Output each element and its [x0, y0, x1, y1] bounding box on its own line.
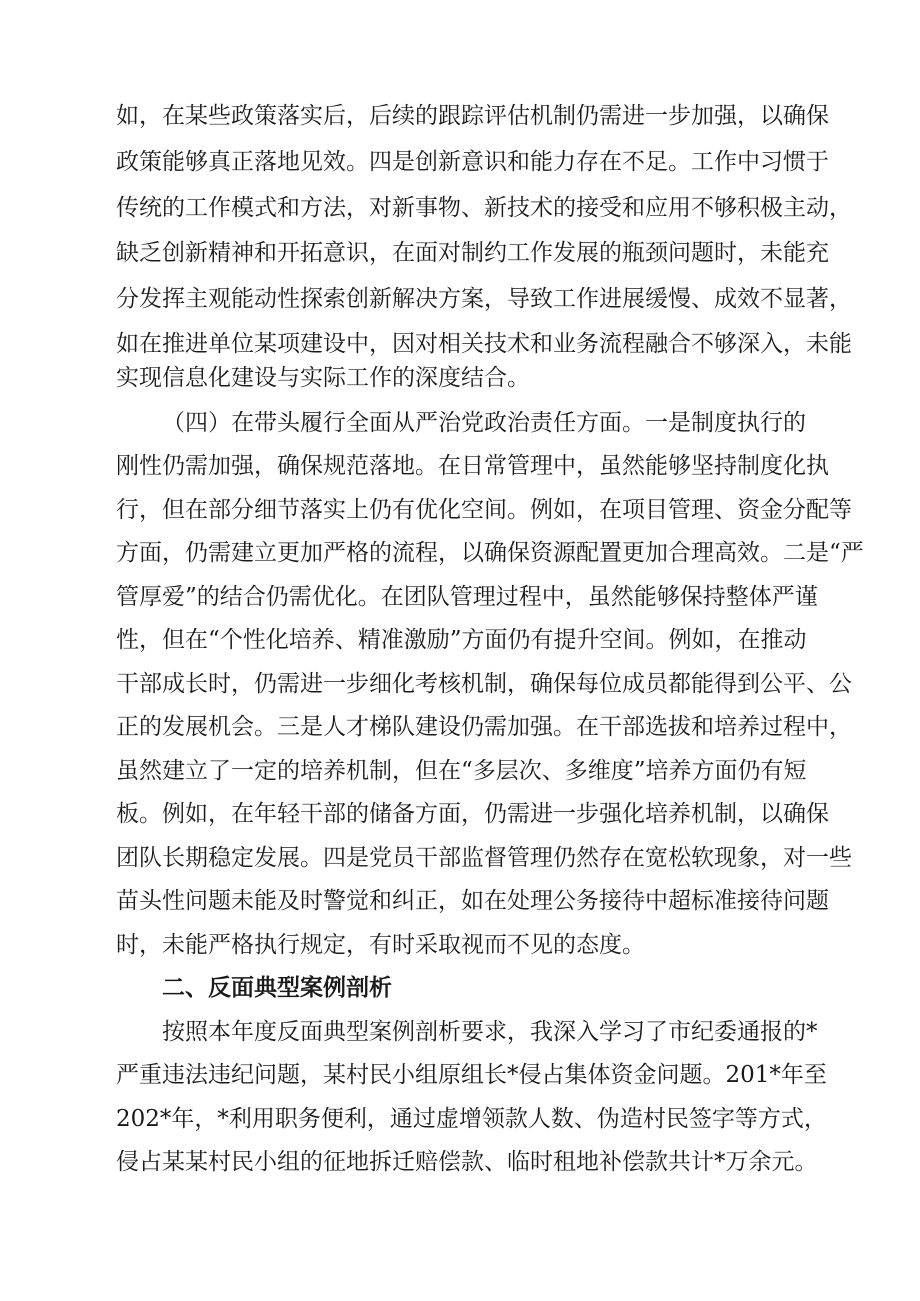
paragraph-2-line: 时，未能严格执行规定，有时采取视而不见的态度。: [116, 932, 645, 958]
paragraph-2-line: （四）在带头履行全面从严治党政治责任方面。一是制度执行的: [162, 410, 806, 436]
paragraph-3-line: 严重违法违纪问题，某村民小组原组长*侵占集体资金问题。201*年至: [116, 1062, 827, 1088]
paragraph-1-line: 分发挥主观能动性探索创新解决方案，导致工作进展缓慢、成效不显著，: [116, 286, 852, 312]
paragraph-2-line: 性，但在“个性化培养、精准激励”方面仍有提升空间。例如，在推动: [116, 627, 807, 653]
paragraph-2-line: 行，但在部分细节落实上仍有优化空间。例如，在项目管理、资金分配等: [116, 497, 852, 523]
paragraph-3-line: 按照本年度反面典型案例剖析要求，我深入学习了市纪委通报的*: [162, 1019, 818, 1045]
paragraph-3-line: 202*年，*利用职务便利，通过虚增领款人数、伪造村民签字等方式，: [116, 1106, 827, 1132]
paragraph-3-line: 侵占某某村民小组的征地拆迁赔偿款、临时租地补偿款共计*万余元。: [116, 1149, 818, 1175]
paragraph-1-line: 缺乏创新精神和开拓意识，在面对制约工作发展的瓶颈问题时，未能充: [116, 240, 829, 266]
paragraph-2-line: 虽然建立了一定的培养机制，但在“多层次、多维度”培养方面仍有短: [116, 758, 807, 784]
paragraph-1-line: 实现信息化建设与实际工作的深度结合。: [116, 365, 530, 391]
paragraph-2-line: 刚性仍需加强，确保规范落地。在日常管理中，虽然能够坚持制度化执: [116, 453, 829, 479]
paragraph-2-line: 管厚爱”的结合仍需优化。在团队管理过程中，虽然能够保持整体严谨: [116, 584, 818, 610]
paragraph-2-line: 团队长期稳定发展。四是党员干部监督管理仍然存在宽松软现象，对一些: [116, 845, 852, 871]
paragraph-2-line: 正的发展机会。三是人才梯队建设仍需加强。在干部选拔和培养过程中，: [116, 714, 852, 740]
paragraph-2-line: 板。例如，在年轻干部的储备方面，仍需进一步强化培养机制，以确保: [116, 801, 829, 827]
section-heading: 二、反面典型案例剖析: [162, 975, 392, 1001]
paragraph-1-line: 传统的工作模式和方法，对新事物、新技术的接受和应用不够积极主动，: [116, 195, 852, 221]
paragraph-2-line: 苗头性问题未能及时警觉和纠正，如在处理公务接待中超标准接待问题: [116, 888, 829, 914]
paragraph-2-line: 干部成长时，仍需进一步细化考核机制，确保每位成员都能得到公平、公: [116, 671, 852, 697]
paragraph-1-line: 如在推进单位某项建设中，因对相关技术和业务流程融合不够深入，未能: [116, 331, 852, 357]
paragraph-1-line: 如，在某些政策落实后，后续的跟踪评估机制仍需进一步加强，以确保: [116, 103, 829, 129]
paragraph-1-line: 政策能够真正落地见效。四是创新意识和能力存在不足。工作中习惯于: [116, 149, 829, 175]
paragraph-2-line: 方面，仍需建立更加严格的流程，以确保资源配置更加合理高效。二是“严: [116, 540, 864, 566]
